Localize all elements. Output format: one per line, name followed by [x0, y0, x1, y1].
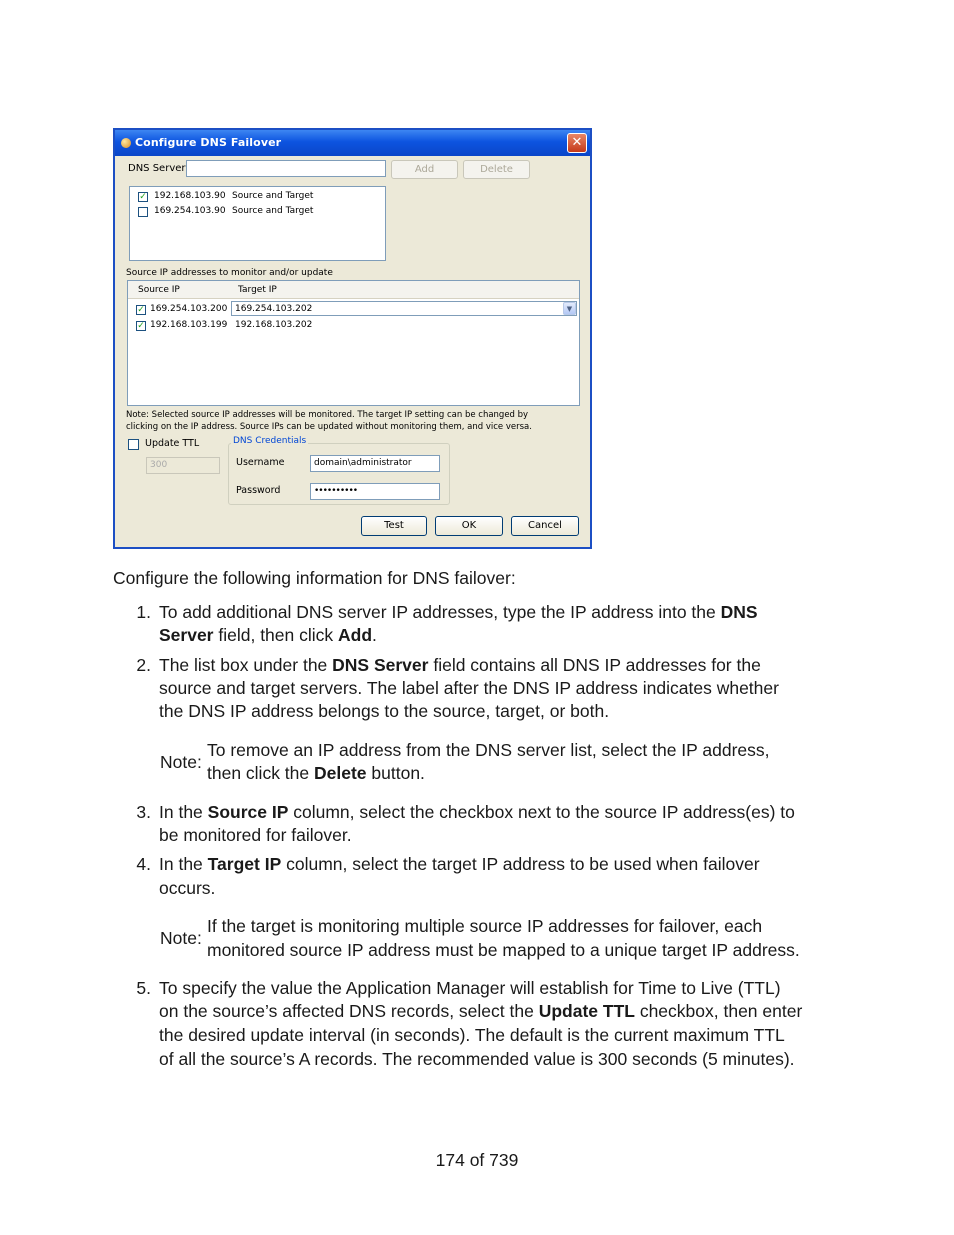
dns-list-checkbox[interactable]	[138, 207, 148, 217]
item2-line2: source and target servers. The label after the DNS IP address indicates whether	[159, 678, 779, 698]
item4-line2: occurs.	[159, 878, 216, 898]
update-ttl-checkbox[interactable]	[128, 439, 139, 450]
username-input[interactable]: domain\administrator	[310, 455, 440, 472]
password-input[interactable]: ••••••••••	[310, 483, 440, 500]
chevron-down-icon[interactable]: ▼	[563, 302, 576, 315]
item2-line1: The list box under the DNS Server field contains all DNS IP addresses for the	[159, 655, 761, 675]
dns-credentials-legend: DNS Credentials	[233, 436, 307, 446]
list-number: 1.	[136, 602, 151, 622]
app-icon	[121, 138, 131, 148]
note-label: Note:	[160, 928, 202, 948]
note2-line1: If the target is monitoring multiple source IP addresses for failover, each	[207, 916, 763, 936]
configure-dns-failover-dialog	[113, 128, 592, 549]
dns-ip: 169.254.103.90	[154, 206, 226, 216]
dns-server-input[interactable]	[186, 160, 386, 177]
ok-button[interactable]: OK	[435, 516, 503, 536]
item5-line2: on the source’s affected DNS records, select the Update TTL checkbox, then enter	[159, 1001, 803, 1021]
item5-line4: of all the source’s A records. The recommended value is 300 seconds (5 minutes).	[159, 1049, 795, 1069]
add-button[interactable]: Add	[391, 160, 458, 179]
list-number: 2.	[136, 655, 151, 675]
dns-role: Source and Target	[232, 206, 314, 216]
list-number: 5.	[136, 978, 151, 998]
item4-line1: In the Target IP column, select the target IP address to be used when failover	[159, 854, 760, 874]
dialog-title: Configure DNS Failover	[135, 136, 282, 149]
username-label: Username	[236, 457, 285, 468]
source-ip-checkbox[interactable]: ✓	[137, 321, 145, 331]
source-ip-checkbox[interactable]: ✓	[137, 305, 145, 315]
page-number: 174 of 739	[435, 1150, 519, 1170]
dialog-note	[126, 409, 532, 433]
note2-line2: monitored source IP address must be mapped to a unique target IP address.	[207, 940, 800, 960]
target-ip-dropdown[interactable]	[231, 301, 577, 316]
note1-line2: then click the Delete button.	[207, 763, 425, 783]
item3-line2: be monitored for failover.	[159, 825, 352, 845]
list-number: 4.	[136, 854, 151, 874]
password-label: Password	[236, 485, 281, 496]
item1-line2: Server field, then click Add.	[159, 625, 377, 645]
dns-list-checkbox[interactable]: ✓	[139, 192, 147, 202]
note-line: Note: Selected source IP addresses will be monitored. The target IP setting can be changed by	[126, 410, 529, 420]
note-line: clicking on the IP address. Source IPs can be updated without monitoring them, and vice versa.	[126, 422, 532, 432]
item5-line1: To specify the value the Application Manager will establish for Time to Live (TTL)	[159, 978, 781, 998]
column-source-ip[interactable]: Source IP	[138, 285, 180, 295]
dns-role: Source and Target	[232, 191, 314, 201]
item3-line1: In the Source IP column, select the checkbox next to the source IP address(es) to	[159, 802, 795, 822]
note-label: Note:	[160, 752, 202, 772]
dns-server-label: DNS Server	[128, 163, 186, 174]
grid-header	[128, 281, 579, 299]
dialog-title-bar	[115, 130, 590, 156]
source-ip-cell: 169.254.103.200	[150, 304, 228, 314]
note1-line1: To remove an IP address from the DNS server list, select the IP address,	[207, 740, 770, 760]
source-ip-cell: 192.168.103.199	[150, 320, 228, 330]
ttl-input[interactable]: 300	[146, 457, 220, 474]
intro-text: Configure the following information for DNS failover:	[113, 568, 516, 588]
delete-button[interactable]: Delete	[463, 160, 530, 179]
close-icon[interactable]: ✕	[567, 133, 587, 153]
item5-line3: the desired update interval (in seconds). The default is the current maximum TTL	[159, 1025, 785, 1045]
cancel-button[interactable]: Cancel	[511, 516, 579, 536]
item2-line3: the DNS IP address belongs to the source, target, or both.	[159, 701, 610, 721]
item1-line1: To add additional DNS server IP addresses, type the IP address into the DNS	[159, 602, 758, 622]
column-target-ip[interactable]: Target IP	[238, 285, 277, 295]
list-number: 3.	[136, 802, 151, 822]
update-ttl-label: Update TTL	[145, 438, 200, 449]
ip-mapping-grid[interactable]	[127, 280, 580, 406]
dns-ip: 192.168.103.90	[154, 191, 226, 201]
source-section-label: Source IP addresses to monitor and/or update	[126, 268, 333, 278]
target-ip-cell: 169.254.103.202	[235, 304, 313, 314]
dns-server-list[interactable]	[129, 186, 386, 261]
test-button[interactable]: Test	[361, 516, 427, 536]
target-ip-cell[interactable]: 192.168.103.202	[235, 320, 313, 330]
